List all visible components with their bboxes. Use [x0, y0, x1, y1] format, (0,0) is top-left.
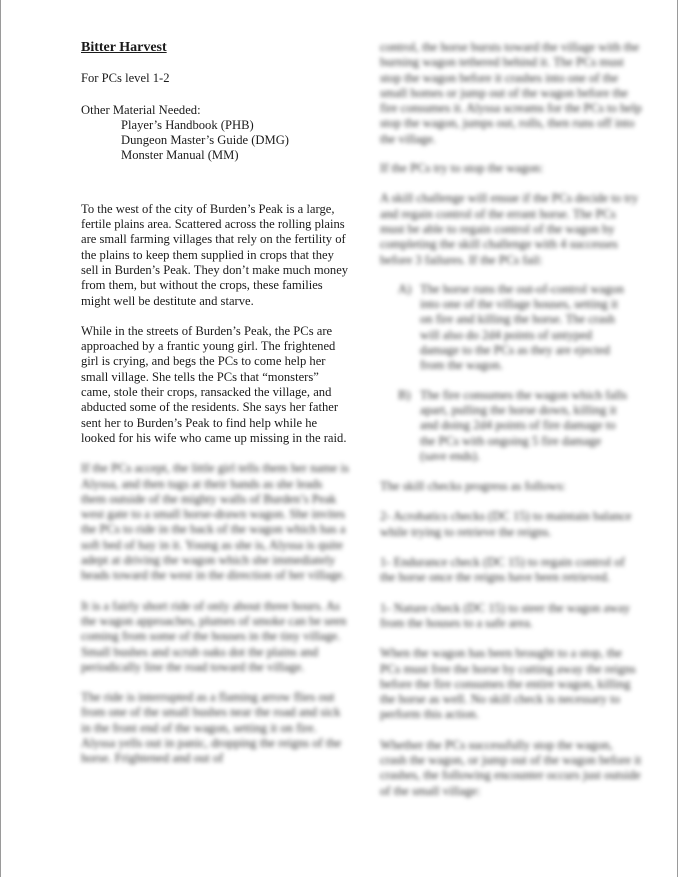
- failure-options: [380, 282, 642, 464]
- story-paragraph: If the PCs accept, the little girl tells them her name is Alyssa, and then tugs at their hands as she leads them outside of the mighty walls of Burden’s Peak west gate to a small horse-drawn wagon. She invites the PCs to ride in the back of the wagon which has a soft bed of hay in it. Young as she is, Alyssa is quite adept at driving the wagon which she immediately heads toward the west in the direction of her village.: [81, 461, 349, 583]
- materials-list: [121, 118, 349, 164]
- level-line: For PCs level 1-2: [81, 71, 170, 86]
- wagon-stopped-paragraph: When the wagon has been brought to a stop, the PCs must free the horse by cutting away the reigns before the fire consumes the entire wagon, killing the horse as well. No skill check is necessary to perform this action.: [380, 646, 636, 722]
- material-item: Monster Manual (MM): [121, 148, 239, 163]
- continuation-paragraph: control, the horse bursts toward the village with the burning wagon tethered behind it. The PCs must stop the wagon before it crashes into one of the small homes or jump out of the wagon before the fire consumes it. Alyssa screams for the PCs to help stop the wagon, jumps out, rolls, then runs off into the village.: [380, 40, 642, 146]
- option-text: The fire consumes the wagon which falls apart, pulling the horse down, killing it and doing 2d4 points of fire damage to the PCs with ongoing 5 fire damage (save ends).: [420, 387, 628, 463]
- adventure-title: Bitter Harvest: [81, 40, 167, 55]
- option-letter: A): [398, 281, 412, 296]
- check-item: 2- Acrobatics checks (DC 15) to maintain balance while trying to retrieve the reigns.: [380, 509, 632, 539]
- materials-label: Other Material Needed:: [81, 102, 201, 117]
- option-text: The horse runs the out-of-control wagon into one of the village houses, setting it on fire and killing the horse. The crash will also do 2d4 points of untyped damage to the PCs as they are ejected from the wagon.: [420, 281, 624, 373]
- intro-paragraph: While in the streets of Burden’s Peak, the PCs are approached by a frantic young girl. The frightened girl is crying, and begs the PCs to come help her small village. She tells the PCs that “monsters” came, stole their crops, ransacked the village, and abducted some of the residents. She says her father sent her to Burden’s Peak to find help while he looked for his wife who came up missing in the raid.: [81, 323, 347, 445]
- right-column: [380, 40, 642, 799]
- check-item: 1- Endurance check (DC 15) to regain control of the horse once the reigns have been retrieved.: [380, 555, 625, 585]
- material-item: Player’s Handbook (PHB): [121, 117, 254, 132]
- skill-check-list: [380, 509, 642, 631]
- story-paragraph: It is a fairly short ride of only about three hours. As the wagon approaches, plumes of smoke can be seen coming from some of the houses in the tiny village. Small bushes and scrub oaks dot the plains and periodically line the road toward the village.: [81, 598, 347, 674]
- intro-paragraph: To the west of the city of Burden’s Peak is a large, fertile plains area. Scattered across the rolling plains are small farming villages that rely on the fertility of the plains to keep them supplied in crops that they sell in Burden’s Peak. They don’t make much money from them, but without the crops, these families might well be destitute and starve.: [81, 201, 349, 308]
- progress-paragraph: The skill checks progress as follows:: [380, 479, 566, 494]
- check-item: 1- Nature check (DC 15) to steer the wagon away from the houses to a safe area.: [380, 600, 631, 630]
- option-item: [380, 282, 642, 374]
- outcome-paragraph: Whether the PCs successfully stop the wagon, crash the wagon, or jump out of the wagon before it crashes, the following encounter occurs just outside of the small village:: [380, 737, 642, 798]
- story-paragraph: The ride is interrupted as a flaming arrow flies out from one of the small bushes near the road and sick in the front end of the wagon, setting it on fire. Alyssa yells out in panic, dropping the reigns of the horse. Frightened and out of: [81, 690, 342, 766]
- material-item: Dungeon Master’s Guide (DMG): [121, 133, 290, 148]
- skill-challenge-paragraph: A skill challenge will ensue if the PCs decide to try and regain control of the errant horse. The PCs must be able to regain control of the wagon by completing the skill challenge with 4 successes before 3 failures. If the PCs fail:: [380, 191, 639, 267]
- option-item: [380, 388, 642, 464]
- blurred-left-text: [81, 461, 349, 766]
- left-column: [81, 40, 349, 767]
- section-heading: If the PCs try to stop the wagon:: [380, 161, 544, 176]
- option-letter: B): [398, 387, 411, 402]
